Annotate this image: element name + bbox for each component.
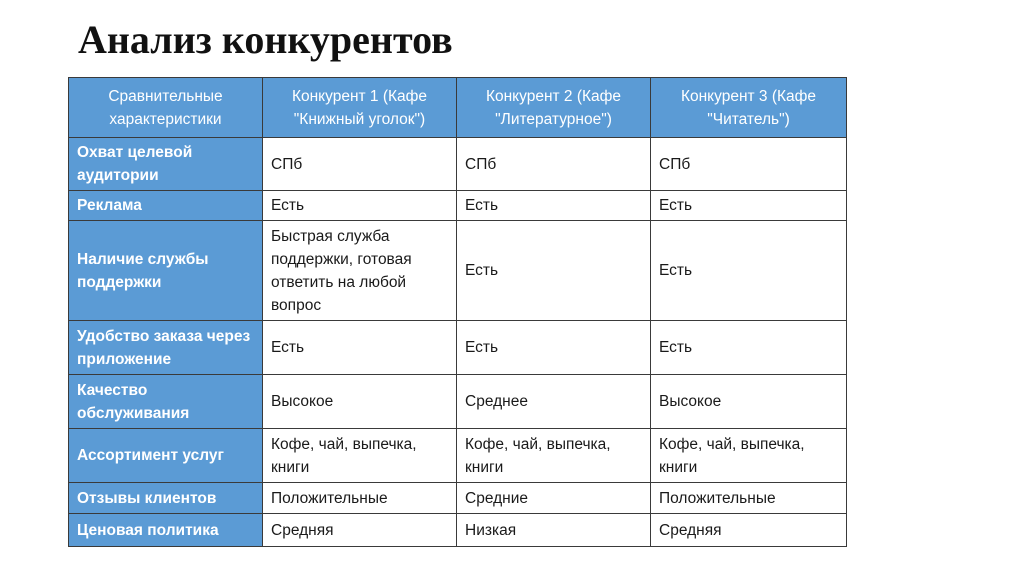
table-header-row — [69, 78, 847, 138]
row-label-app-ordering: Удобство заказа через приложение — [69, 321, 263, 375]
table-cell: Кофе, чай, выпечка, книги — [263, 429, 457, 483]
table-cell: Есть — [651, 321, 847, 375]
table-row — [69, 514, 847, 547]
row-label-support-service: Наличие службы поддержки — [69, 221, 263, 321]
table-row — [69, 483, 847, 514]
table-cell: Среднее — [457, 375, 651, 429]
table-cell: Быстрая служба поддержки, готовая ответить на любой вопрос — [263, 221, 457, 321]
table-cell: Кофе, чай, выпечка, книги — [651, 429, 847, 483]
table-cell: Кофе, чай, выпечка, книги — [457, 429, 651, 483]
column-header-competitor-3: Конкурент 3 (Кафе "Читатель") — [651, 78, 847, 138]
table-cell: Есть — [651, 221, 847, 321]
row-label-customer-reviews: Отзывы клиентов — [69, 483, 263, 514]
table-row — [69, 138, 847, 191]
column-header-competitor-2: Конкурент 2 (Кафе "Литературное") — [457, 78, 651, 138]
table-row — [69, 375, 847, 429]
row-label-service-quality: Качество обслуживания — [69, 375, 263, 429]
table-row — [69, 321, 847, 375]
table-cell: Низкая — [457, 514, 651, 547]
column-header-characteristics: Сравнительные характеристики — [69, 78, 263, 138]
table-cell: Есть — [263, 321, 457, 375]
table-cell: Положительные — [651, 483, 847, 514]
table-cell: СПб — [651, 138, 847, 191]
table-cell: Есть — [651, 191, 847, 221]
table-cell: СПб — [263, 138, 457, 191]
table-cell: Высокое — [263, 375, 457, 429]
row-label-service-range: Ассортимент услуг — [69, 429, 263, 483]
row-label-audience-reach: Охват целевой аудитории — [69, 138, 263, 191]
table-row — [69, 191, 847, 221]
table-cell: Есть — [457, 191, 651, 221]
competitor-comparison-table — [68, 77, 847, 547]
column-header-competitor-1: Конкурент 1 (Кафе "Книжный уголок") — [263, 78, 457, 138]
table-cell: Есть — [457, 221, 651, 321]
table-cell: Положительные — [263, 483, 457, 514]
table-row — [69, 429, 847, 483]
table-cell: Средняя — [651, 514, 847, 547]
table-cell: Средняя — [263, 514, 457, 547]
table-cell: Средние — [457, 483, 651, 514]
table-cell: Высокое — [651, 375, 847, 429]
table-cell: СПб — [457, 138, 651, 191]
page-title: Анализ конкурентов — [78, 17, 453, 62]
table-row — [69, 221, 847, 321]
row-label-pricing-policy: Ценовая политика — [69, 514, 263, 547]
table-cell: Есть — [263, 191, 457, 221]
row-label-advertising: Реклама — [69, 191, 263, 221]
table-cell: Есть — [457, 321, 651, 375]
